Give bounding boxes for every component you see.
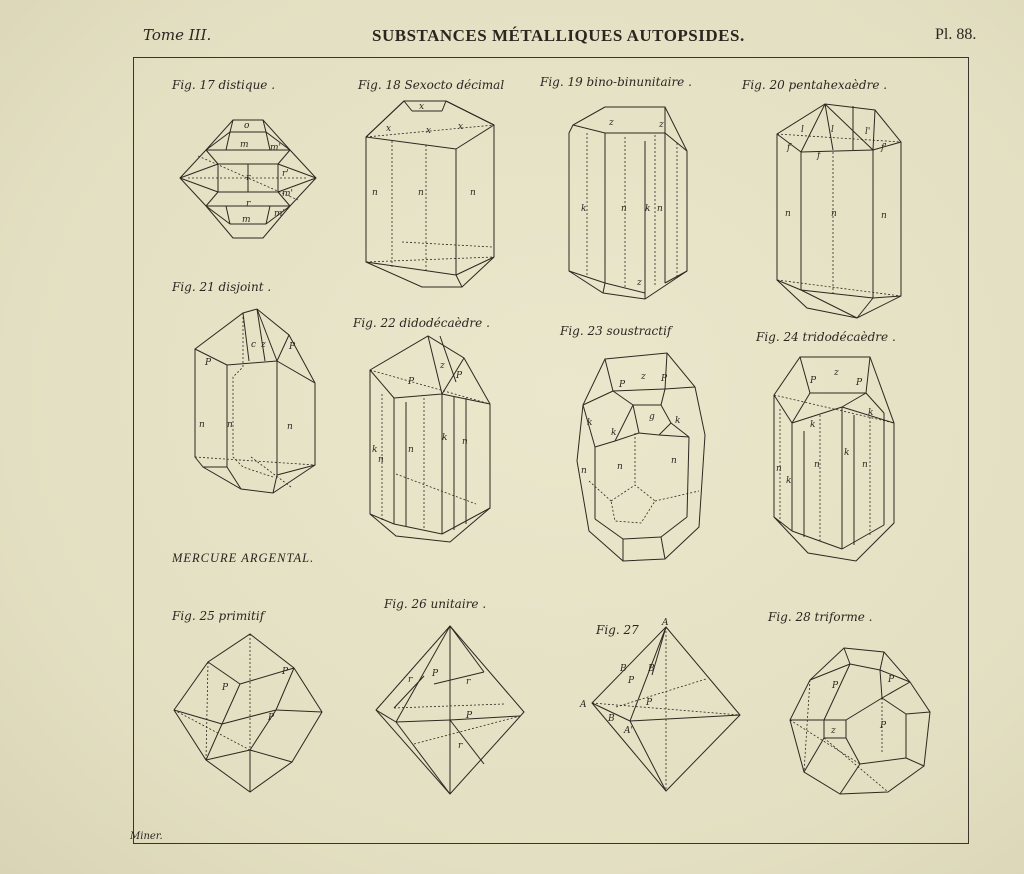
svg-text:n: n — [785, 209, 791, 219]
engraver-signature: Miner. — [130, 831, 163, 842]
svg-text:n: n — [657, 204, 663, 214]
figure-caption-20: Fig. 20 pentahexaèdre . — [742, 78, 888, 92]
svg-text:P: P — [856, 378, 863, 388]
svg-text:r: r — [466, 677, 471, 687]
svg-text:z: z — [831, 726, 836, 736]
svg-text:k: k — [844, 448, 850, 458]
svg-text:A: A — [580, 700, 587, 710]
figure-caption-27: Fig. 27 — [596, 623, 639, 637]
svg-text:n: n — [671, 456, 677, 466]
svg-text:P: P — [466, 711, 473, 721]
svg-text:k: k — [645, 204, 651, 214]
svg-text:g: g — [649, 412, 655, 422]
svg-text:l: l — [831, 125, 834, 135]
svg-text:n: n — [199, 420, 205, 430]
svg-text:P: P — [888, 675, 895, 685]
svg-text:P: P — [289, 342, 296, 352]
plate-title: SUBSTANCES MÉTALLIQUES AUTOPSIDES. — [372, 26, 745, 45]
svg-text:B: B — [620, 664, 627, 674]
svg-text:n: n — [776, 464, 782, 474]
svg-text:c: c — [251, 340, 257, 350]
svg-text:r: r — [246, 173, 251, 183]
svg-text:n: n — [227, 420, 233, 430]
svg-text:P: P — [661, 374, 668, 384]
svg-text:A: A — [662, 618, 669, 628]
svg-text:P: P — [268, 713, 275, 723]
svg-text:P: P — [628, 676, 635, 686]
svg-text:k: k — [581, 204, 587, 214]
figure-caption-24: Fig. 24 tridodécaèdre . — [756, 330, 896, 344]
svg-text:m': m' — [270, 143, 282, 153]
svg-text:n: n — [831, 209, 837, 219]
svg-text:k: k — [675, 416, 681, 426]
svg-text:k: k — [587, 418, 593, 428]
svg-text:m': m' — [274, 209, 286, 219]
crystal-figure-17 — [178, 114, 318, 242]
svg-text:n: n — [462, 437, 468, 447]
svg-text:n: n — [581, 466, 587, 476]
svg-text:z: z — [659, 120, 664, 130]
crystal-figure-24 — [770, 353, 898, 565]
figure-caption-22: Fig. 22 didodécaèdre . — [353, 316, 490, 330]
svg-text:k: k — [611, 428, 617, 438]
svg-text:z: z — [609, 118, 614, 128]
svg-text:z: z — [641, 372, 646, 382]
svg-text:n: n — [814, 460, 820, 470]
crystal-figure-18 — [362, 97, 497, 292]
svg-text:x: x — [386, 124, 392, 134]
crystal-figure-25 — [172, 632, 324, 794]
svg-text:n: n — [378, 455, 384, 465]
svg-text:f: f — [817, 151, 821, 161]
svg-text:P: P — [222, 683, 229, 693]
svg-text:P: P — [205, 358, 212, 368]
svg-text:P: P — [646, 698, 653, 708]
svg-text:f': f' — [881, 143, 887, 153]
tome-label: Tome III. — [143, 26, 212, 44]
crystal-figure-21 — [191, 307, 319, 495]
svg-text:P: P — [282, 667, 289, 677]
svg-text:n: n — [418, 188, 424, 198]
plate-number: Pl. 88. — [935, 26, 977, 43]
crystal-figure-26 — [374, 624, 526, 796]
svg-text:B: B — [608, 714, 615, 724]
crystal-figure-22 — [366, 334, 494, 546]
svg-text:P: P — [408, 377, 415, 387]
svg-text:n: n — [408, 445, 414, 455]
figure-caption-18: Fig. 18 Sexocto décimal — [358, 78, 505, 92]
crystal-figure-19 — [565, 103, 690, 301]
svg-text:n: n — [862, 460, 868, 470]
svg-text:r: r — [458, 741, 463, 751]
svg-text:n: n — [617, 462, 623, 472]
svg-text:n: n — [470, 188, 476, 198]
svg-text:n: n — [621, 204, 627, 214]
crystal-figure-20 — [773, 100, 905, 322]
svg-text:m': m' — [282, 189, 294, 199]
svg-text:P: P — [880, 721, 887, 731]
svg-text:l: l — [801, 125, 804, 135]
svg-text:o: o — [244, 121, 250, 131]
svg-text:k: k — [442, 433, 448, 443]
svg-text:P: P — [810, 376, 817, 386]
figure-caption-19: Fig. 19 bino-binunitaire . — [540, 75, 692, 89]
svg-text:r': r' — [282, 169, 289, 179]
svg-text:z: z — [440, 361, 445, 371]
svg-text:m: m — [240, 140, 249, 150]
svg-text:x: x — [458, 122, 464, 132]
svg-text:A': A' — [624, 726, 633, 736]
svg-text:f: f — [787, 143, 791, 153]
figure-caption-23: Fig. 23 soustractif — [560, 324, 672, 338]
figure-caption-21: Fig. 21 disjoint . — [172, 280, 272, 294]
crystal-figure-27 — [576, 617, 742, 795]
crystal-figure-28 — [788, 642, 933, 796]
svg-text:n: n — [287, 422, 293, 432]
svg-text:P: P — [456, 371, 463, 381]
svg-text:P: P — [432, 669, 439, 679]
svg-text:k: k — [786, 476, 792, 486]
figure-caption-28: Fig. 28 triforme . — [768, 610, 873, 624]
svg-text:n: n — [372, 188, 378, 198]
svg-text:k: k — [810, 420, 816, 430]
svg-text:x: x — [419, 102, 425, 112]
svg-text:r: r — [246, 199, 251, 209]
svg-text:z: z — [834, 368, 839, 378]
svg-text:P: P — [619, 380, 626, 390]
section-label: MERCURE ARGENTAL. — [172, 551, 315, 565]
svg-text:x: x — [426, 126, 432, 136]
svg-text:m: m — [242, 215, 251, 225]
svg-text:r: r — [408, 675, 413, 685]
figure-caption-25: Fig. 25 primitif — [172, 609, 265, 623]
svg-text:k: k — [372, 445, 378, 455]
svg-text:l': l' — [865, 127, 871, 137]
svg-text:z: z — [261, 340, 266, 350]
svg-text:n: n — [881, 211, 887, 221]
figure-caption-17: Fig. 17 distique . — [172, 78, 276, 92]
svg-text:z: z — [637, 278, 642, 288]
svg-text:k: k — [868, 408, 874, 418]
figure-caption-26: Fig. 26 unitaire . — [384, 597, 487, 611]
crystal-figure-23 — [575, 351, 707, 563]
svg-text:B: B — [648, 664, 655, 674]
svg-text:P: P — [832, 681, 839, 691]
